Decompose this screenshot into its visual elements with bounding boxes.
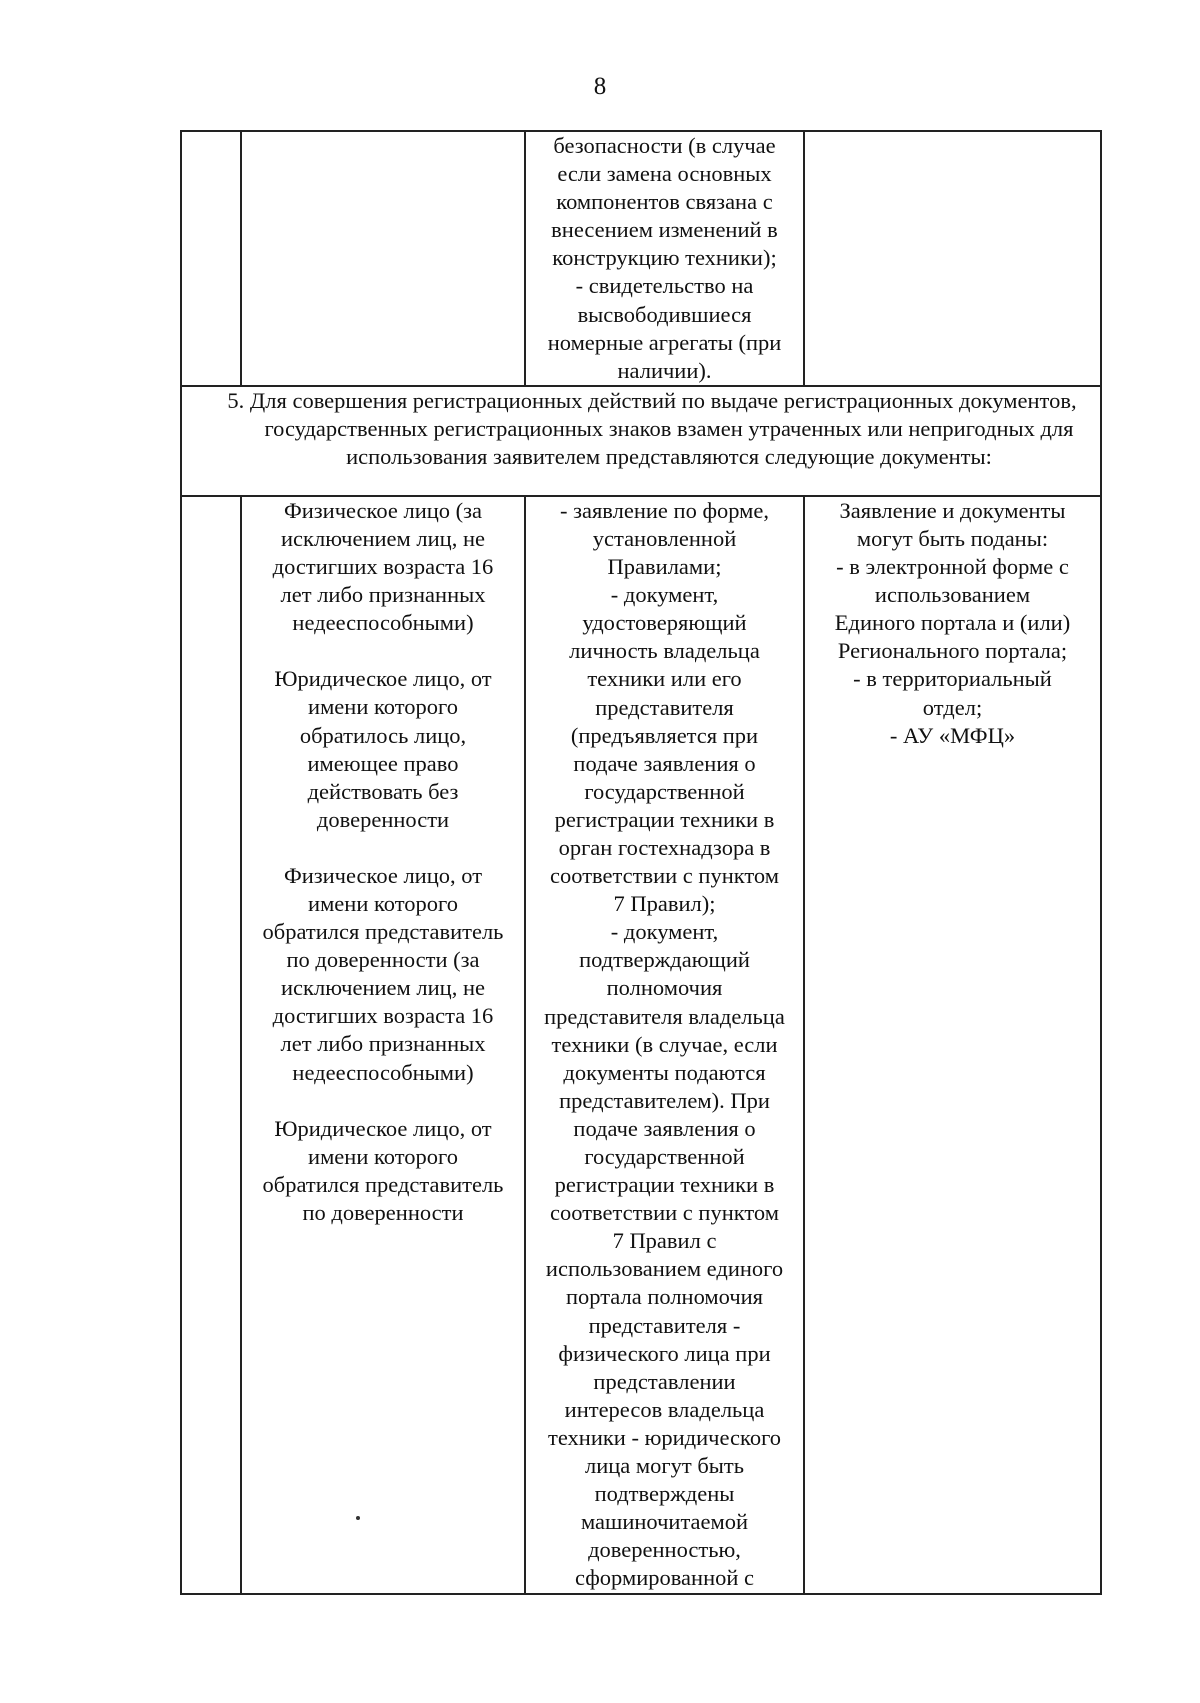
- cell-applicant: [241, 131, 525, 386]
- documents-list: - заявление по форме, установленной Правилами; - документ, удостоверяющий личность владельца техники или его представителя (предъявляется при подаче заявления о государственной регистрации техники в орган гостехнадзора в соответствии с пунктом 7 Правил); - документ, подтверждающий полномочия представителя владельца техники (в случае, если документы подаются представителем). При подаче заявления о государственной регистрации техники в соответствии с пунктом 7 Правил с использованием единого портала полномочия представителя - физического лица при представлении интересов владельца техники - юридического лица могут быть подтверждены машиночитаемой доверенностью, сформированной с: [544, 497, 785, 1591]
- document-table: [180, 130, 1102, 1595]
- cell-submission: [804, 131, 1101, 386]
- section-heading-cell: [181, 386, 1101, 496]
- scan-dot: [356, 1516, 360, 1520]
- table-row-main: [181, 496, 1101, 1594]
- section-heading: 5. Для совершения регистрационных действий по выдаче регистрационных документов, государственных регистрационных знаков взамен утраченных или непригодных для использования заявителем представляются следующие документы:: [227, 387, 1077, 470]
- table-row-continuation: [181, 131, 1101, 386]
- cell-documents: [525, 496, 804, 1594]
- cell-submission: [804, 496, 1101, 1594]
- applicant-individual-by-proxy: Физическое лицо, от имени которого обратился представитель по доверенности (за исключением лиц, не достигших возраста 16 лет либо признанных недееспособными): [262, 862, 504, 1085]
- applicant-legal-entity: Юридическое лицо, от имени которого обратилось лицо, имеющее право действовать без доверенности: [274, 666, 492, 832]
- cell-applicants: [241, 496, 525, 1594]
- cell-number: [181, 496, 241, 1594]
- page-number: 8: [593, 73, 607, 100]
- table-row-section-heading: [181, 386, 1101, 496]
- applicant-legal-entity-by-proxy: Юридическое лицо, от имени которого обратился представитель по доверенности: [262, 1115, 504, 1225]
- cell-number: [181, 131, 241, 386]
- cell-documents: [525, 131, 804, 386]
- submission-methods: Заявление и документы могут быть поданы: - в электронной форме с использованием Единого портала и (или) Регионального портала; - в территориальный отдел; - АУ «МФЦ»: [834, 497, 1071, 748]
- documents-text: безопасности (в случае если замена основных компонентов связана с внесением изменений в конструкцию техники); - свидетельство на высвободившиеся номерные агрегаты (при наличии).: [547, 133, 782, 383]
- applicant-individual: Физическое лицо (за исключением лиц, не достигших возраста 16 лет либо признанных недееспособными): [272, 497, 494, 636]
